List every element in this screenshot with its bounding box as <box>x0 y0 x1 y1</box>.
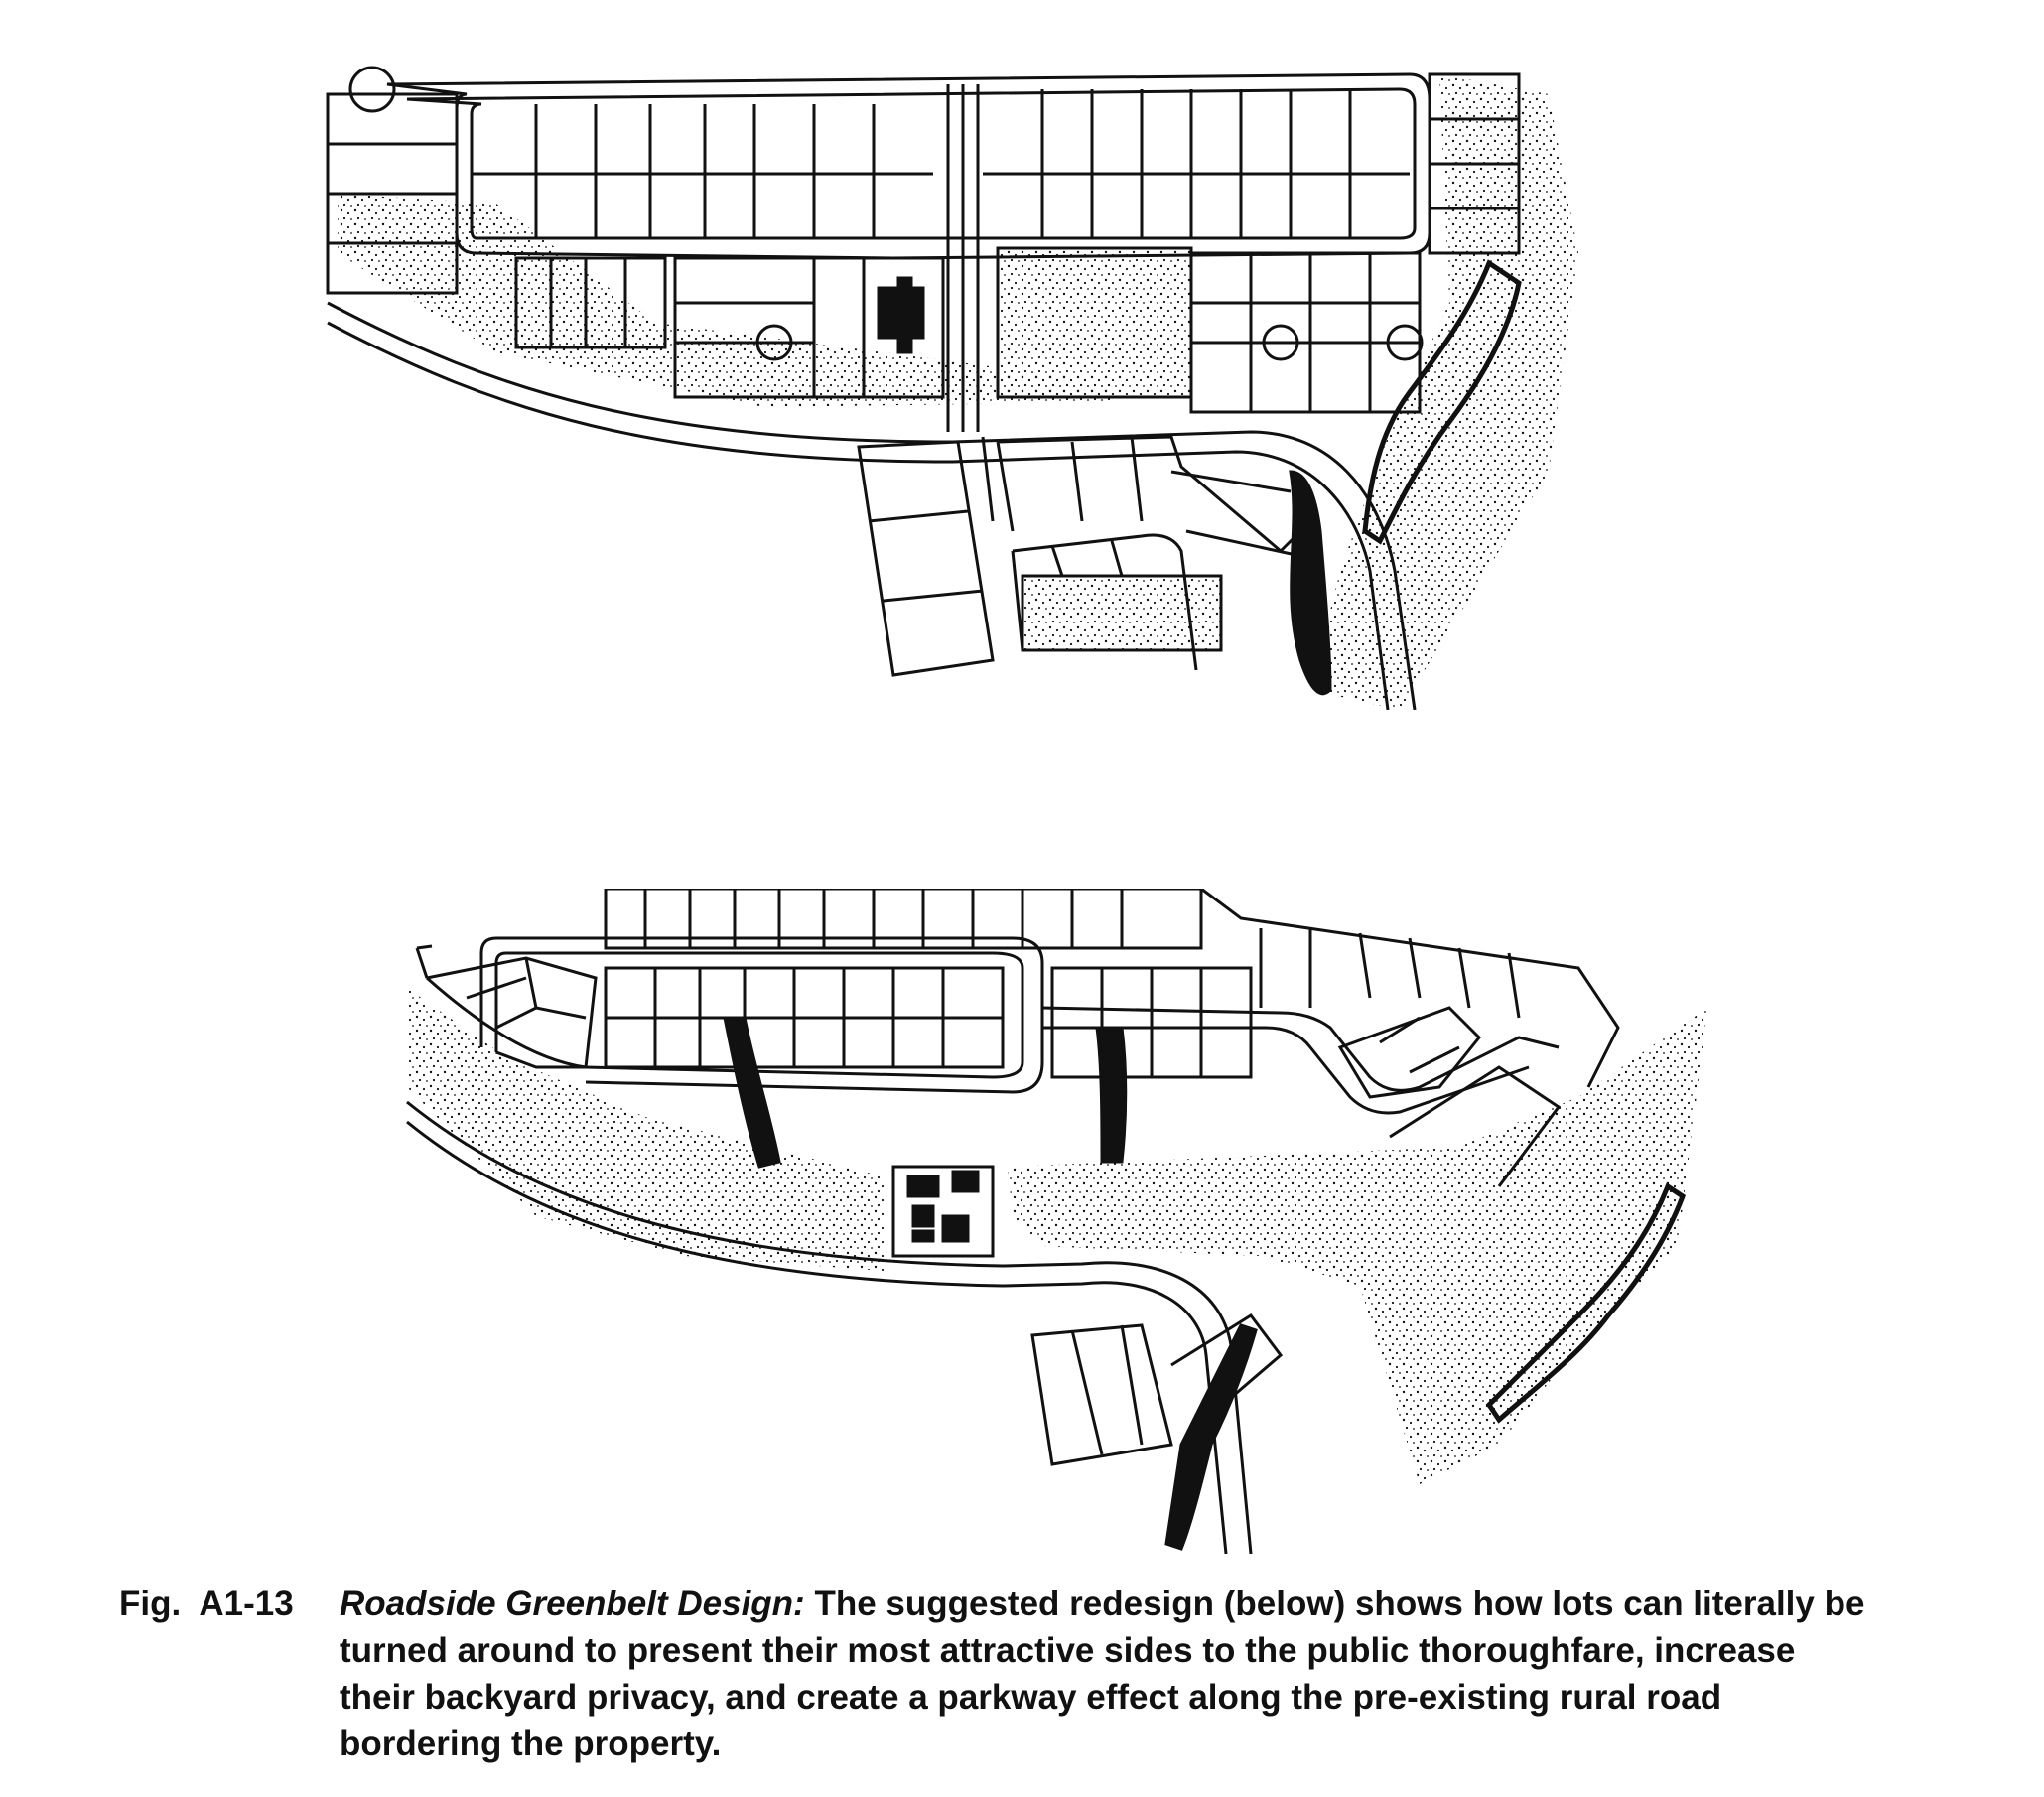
greenbelt-parkway <box>407 988 884 1271</box>
caption-line-3: their backyard privacy, and create a parkway effect along the pre-existing rural road <box>340 1678 1722 1717</box>
greenbelt-redesign-plan <box>387 889 1707 1554</box>
figure-number: Fig. A1-13 <box>119 1585 294 1623</box>
stipple-area-left <box>338 194 1112 407</box>
caption-line-1: The suggested redesign (below) shows how lots can literally be <box>814 1585 1865 1623</box>
figure-title: Roadside Greenbelt Design: <box>340 1585 805 1623</box>
tree-row-top <box>1291 472 1330 694</box>
cul-de-sac-nw <box>350 68 394 111</box>
caption-body <box>340 1581 2007 1767</box>
caption-line-2: turned around to present their most attractive sides to the public thoroughfare, increase <box>340 1631 1796 1670</box>
church-building <box>879 278 923 352</box>
lots-middle-block <box>606 968 1251 1077</box>
stipple-park <box>998 248 1191 397</box>
conventional-layout-plan <box>298 55 1588 710</box>
cluster-buildings <box>908 1172 978 1241</box>
tree-row-center <box>1097 1028 1126 1162</box>
caption-line-4: bordering the property. <box>340 1725 722 1763</box>
south-lots-east <box>1191 253 1422 412</box>
loop-road <box>387 74 1430 258</box>
